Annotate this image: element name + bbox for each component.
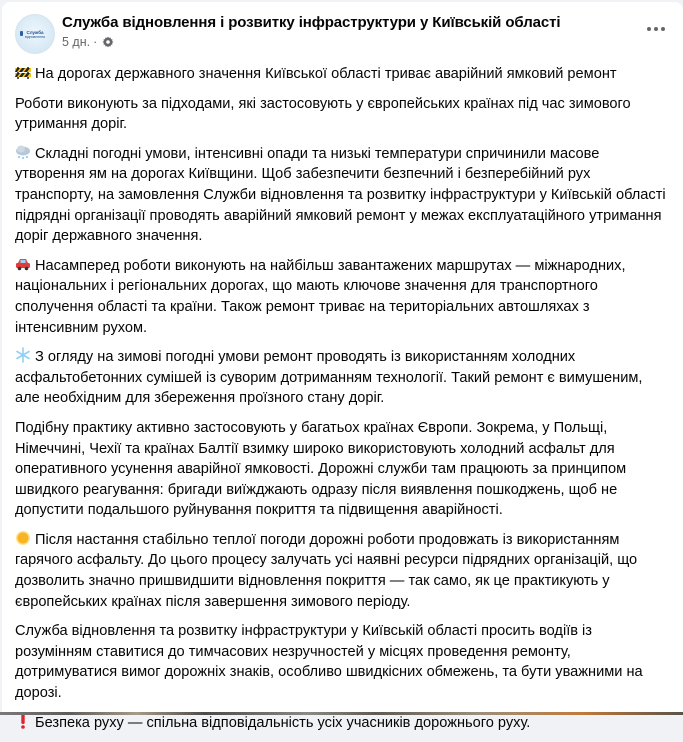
post-paragraph bbox=[15, 713, 670, 734]
post-paragraph bbox=[15, 144, 670, 247]
car-icon bbox=[15, 256, 31, 272]
paragraph-text: На дорогах державного значення Київської області триває аварійний ямковий ремонт bbox=[35, 66, 617, 82]
trident-icon bbox=[20, 31, 23, 36]
exclamation-icon bbox=[15, 713, 31, 729]
more-options-button[interactable] bbox=[647, 27, 665, 31]
post-card bbox=[2, 2, 683, 731]
post-paragraph bbox=[15, 621, 670, 703]
post-body bbox=[15, 64, 670, 742]
paragraph-text: Подібну практику активно застосовують у багатьох країнах Європи. Зокрема, у Польщі, Німеччині, Чехії та країнах Балтії взимку широко використовують холодний асфальт для оперативного усунення аварійної ямковості. Дорожні служби там працюють за принципом швидкого реагування: бригади виїжджають одразу після виявлення пошкоджень, щоб не допустити подальшого руйнування покриття та підвищення аварійності. bbox=[15, 419, 627, 519]
post-paragraph bbox=[15, 418, 670, 521]
paragraph-text: Роботи виконують за підходами, які застосовують у європейських країнах під час зимового утримання доріг. bbox=[15, 95, 631, 133]
more-dot bbox=[654, 27, 658, 31]
meta-separator: · bbox=[93, 35, 98, 49]
sun-icon bbox=[15, 530, 31, 546]
post-paragraph bbox=[15, 94, 670, 135]
avatar-logo-text-1: Служба bbox=[26, 29, 44, 35]
avatar-logo-text-2: відновлення bbox=[24, 34, 46, 39]
paragraph-text: Складні погодні умови, інтенсивні опади та низькі температури спричинили масове утворення ям на дорогах Київщини. Щоб забезпечити безпечний і безперебійний рух транспорту, на замовлення Служби відновлення та розвитку інфраструктури у Київській області підрядні організації проводять аварійний ямковий ремонт у межах експлуатаційного утримання доріг державного значення. bbox=[15, 145, 666, 245]
post-paragraph bbox=[15, 64, 670, 85]
post-paragraph bbox=[15, 347, 670, 409]
paragraph-text: Безпека руху — спільна відповідальність усіх учасників дорожнього руху. bbox=[35, 714, 531, 731]
more-dots-icon bbox=[647, 27, 651, 31]
paragraph-text: З огляду на зимові погодні умови ремонт проводять із використанням холодних асфальтобетонних сумішей із суворим дотриманням технології. Такий ремонт є вимушеним, але необхідним для збереження проїзного стану доріг. bbox=[15, 349, 643, 407]
post-meta bbox=[62, 35, 114, 49]
post-timestamp-link[interactable]: 5 дн. bbox=[62, 35, 91, 49]
post-header bbox=[2, 2, 683, 54]
paragraph-text: Після настання стабільно теплої погоди дорожні роботи продовжать із використанням гарячого асфальту. До цього процесу залучать усі наявні ресурси підрядних організацій, що дозволить значно пришвидшити відновлення покриття — так само, як це практикують у європейських країнах після завершення зимового періоду. bbox=[15, 531, 638, 610]
post-paragraph bbox=[15, 256, 670, 338]
more-dot bbox=[661, 27, 665, 31]
post-paragraph bbox=[15, 530, 670, 612]
snowflake-icon bbox=[15, 347, 31, 363]
paragraph-text: Служба відновлення та розвитку інфраструктури у Київській області просить водіїв із розумінням ставитися до тимчасових незручностей у місцях проведення ремонту, дотримуватися вимог дорожніх знаків, особливо швидкісних обмежень, та бути уважними на дорозі. bbox=[15, 623, 643, 702]
author-name-link[interactable]: Служба відновлення і розвитку інфраструктури у Київській області bbox=[62, 14, 561, 31]
page-avatar[interactable] bbox=[15, 14, 55, 54]
gear-icon[interactable] bbox=[102, 36, 114, 48]
construction-barrier-icon bbox=[15, 64, 31, 80]
snow-cloud-icon bbox=[15, 144, 31, 160]
paragraph-text: Насамперед роботи виконують на найбільш завантажених маршрутах — міжнародних, національних і регіональних дорогах, що мають ключове значення для транспортного сполучення області та країни. Також ремонт триває на територіальних автошляхах з інтенсивним рухом. bbox=[15, 257, 626, 336]
